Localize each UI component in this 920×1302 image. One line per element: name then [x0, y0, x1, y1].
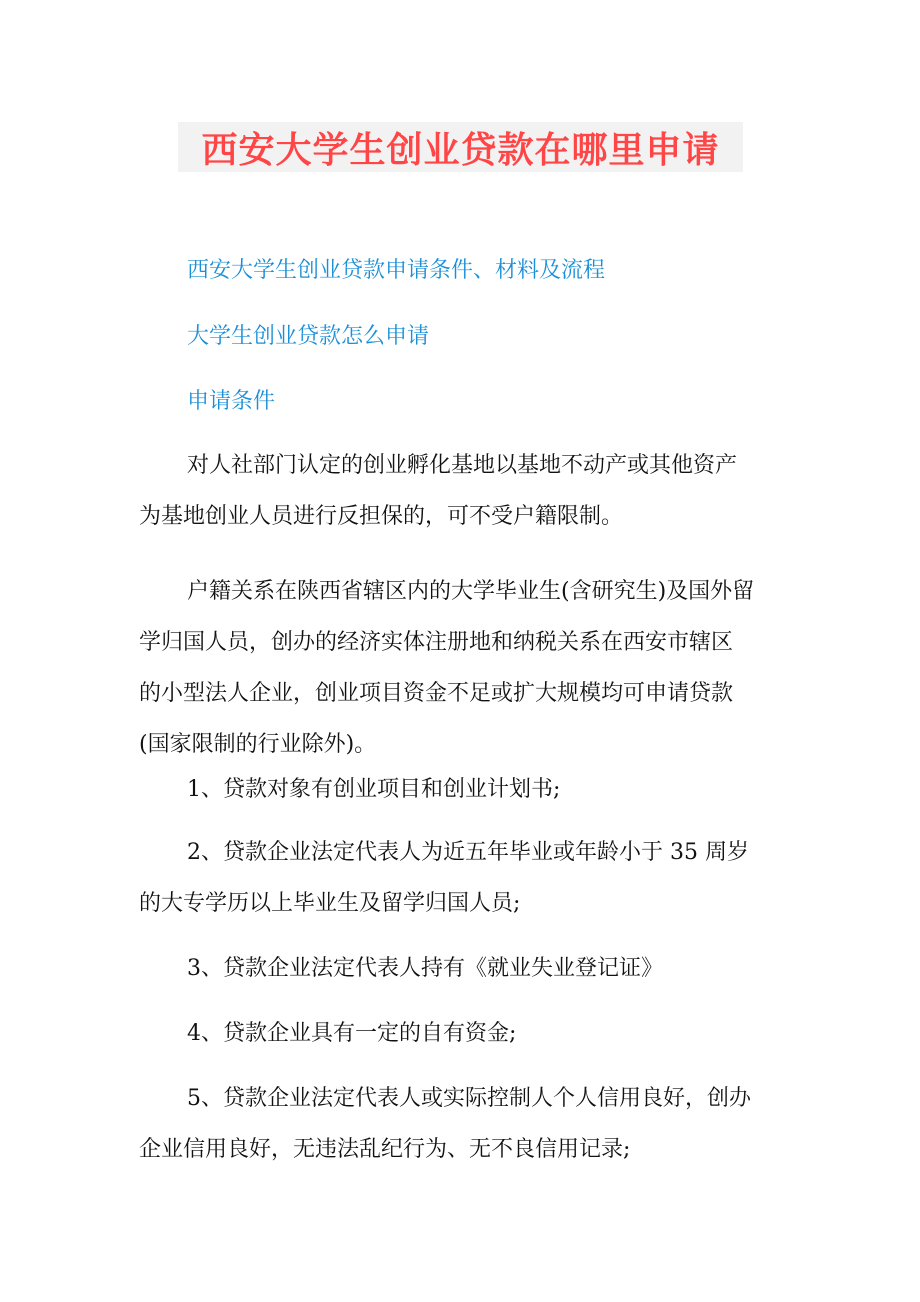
condition-line: 2、贷款企业法定代表人为近五年毕业或年龄小于 35 周岁 [187, 840, 749, 865]
title-highlight [178, 122, 743, 172]
paragraph-line: 对人社部门认定的创业孵化基地以基地不动产或其他资产 [187, 453, 738, 478]
subheading-conditions: 申请条件 [187, 389, 276, 414]
condition-item-2 [139, 827, 779, 929]
page-title: 西安大学生创业贷款在哪里申请 [201, 129, 720, 171]
condition-line: 5、贷款企业法定代表人或实际控制人个人信用良好，创办 [187, 1086, 751, 1111]
paragraph-guarantee [139, 440, 779, 542]
condition-item-3 [139, 943, 779, 994]
subheading-how-to-apply: 大学生创业贷款怎么申请 [187, 324, 430, 349]
condition-line: 企业信用良好，无违法乱纪行为、无不良信用记录; [139, 1137, 631, 1162]
condition-line: 4、贷款企业具有一定的自有资金; [187, 1021, 517, 1046]
subheading-overview: 西安大学生创业贷款申请条件、材料及流程 [187, 258, 606, 283]
paragraph-line: 学归国人员，创办的经济实体注册地和纳税关系在西安市辖区 [139, 630, 734, 655]
paragraph-line: 户籍关系在陕西省辖区内的大学毕业生(含研究生)及国外留 [187, 579, 755, 604]
condition-item-4 [139, 1008, 779, 1059]
paragraph-line: 为基地创业人员进行反担保的，可不受户籍限制。 [139, 504, 624, 529]
condition-item-1 [139, 764, 779, 815]
paragraph-eligibility [139, 566, 779, 770]
condition-line: 的大专学历以上毕业生及留学归国人员; [139, 891, 521, 916]
paragraph-line: (国家限制的行业除外)。 [139, 732, 377, 757]
paragraph-line: 的小型法人企业，创业项目资金不足或扩大规模均可申请贷款 [139, 681, 734, 706]
condition-item-5 [139, 1073, 779, 1175]
condition-line: 1、贷款对象有创业项目和创业计划书; [187, 777, 561, 802]
condition-line: 3、贷款企业法定代表人持有《就业失业登记证》 [187, 956, 663, 981]
